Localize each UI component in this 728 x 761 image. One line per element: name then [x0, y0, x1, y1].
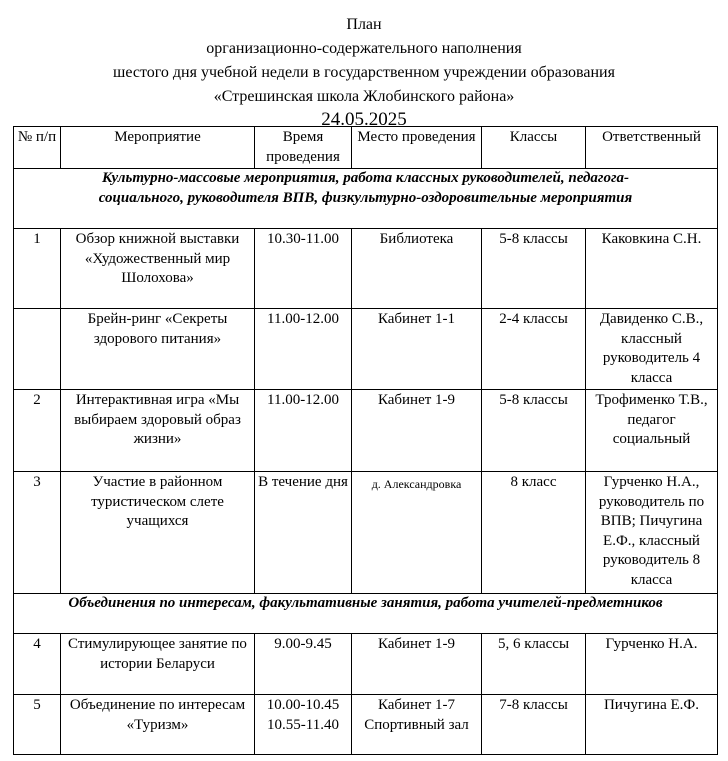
column-header-classes: Классы	[482, 127, 586, 169]
cell-place: Кабинет 1-9	[352, 390, 482, 472]
table-row	[14, 695, 718, 755]
column-header-place: Место проведения	[352, 127, 482, 169]
cell-num: 4	[14, 634, 61, 695]
cell-event: Брейн-ринг «Секреты здорового питания»	[61, 309, 255, 390]
cell-responsible: Давиденко С.В., классный руководитель 4 класса	[586, 309, 718, 390]
cell-event: Интерактивная игра «Мы выбираем здоровый образ жизни»	[61, 390, 255, 472]
section-row	[14, 594, 718, 634]
table-row	[14, 229, 718, 309]
cell-time: 11.00-12.00	[255, 309, 352, 390]
column-header-event: Мероприятие	[61, 127, 255, 169]
column-header-num: № п/п	[14, 127, 61, 169]
column-header-time: Время проведения	[255, 127, 352, 169]
table-header-row	[14, 127, 718, 169]
section-title: Объединения по интересам, факультативные занятия, работа учителей-предметников	[14, 594, 718, 634]
cell-place: Библиотека	[352, 229, 482, 309]
header-subtitle: шестого дня учебной недели в государственном учреждении образования	[113, 64, 615, 81]
header-school-name: «Стрешинская школа Жлобинского района»	[213, 88, 515, 105]
cell-time: 10.00-10.45 10.55-11.40	[255, 695, 352, 755]
header-subtitle: организационно-содержательного наполнения	[206, 40, 522, 57]
cell-event: Объединение по интересам «Туризм»	[61, 695, 255, 755]
cell-place: Кабинет 1-1	[352, 309, 482, 390]
cell-responsible: Трофименко Т.В., педагог социальный	[586, 390, 718, 472]
column-header-responsible: Ответственный	[586, 127, 718, 169]
header-title: План	[346, 16, 382, 33]
cell-event: Участие в районном туристическом слете учащихся	[61, 472, 255, 594]
cell-responsible: Пичугина Е.Ф.	[586, 695, 718, 755]
table-row	[14, 390, 718, 472]
cell-event: Обзор книжной выставки «Художественный мир Шолохова»	[61, 229, 255, 309]
cell-responsible: Каковкина С.Н.	[586, 229, 718, 309]
cell-num: 2	[14, 390, 61, 472]
section-row	[14, 169, 718, 229]
cell-classes: 5-8 классы	[482, 390, 586, 472]
cell-time: 9.00-9.45	[255, 634, 352, 695]
cell-place: д. Александровка	[352, 472, 482, 594]
section-title: Культурно-массовые мероприятия, работа классных руководителей, педагога-социального, руководителя ВПВ, физкультурно-оздоровительные мероприятия	[14, 169, 718, 229]
plan-table	[13, 126, 718, 755]
document-header	[0, 0, 728, 131]
cell-num	[14, 309, 61, 390]
cell-num: 3	[14, 472, 61, 594]
cell-time: 10.30-11.00	[255, 229, 352, 309]
table-row	[14, 472, 718, 594]
cell-num: 1	[14, 229, 61, 309]
cell-place: Кабинет 1-7 Спортивный зал	[352, 695, 482, 755]
table-row	[14, 309, 718, 390]
header-date: 24.05.2025	[321, 109, 407, 130]
cell-time: 11.00-12.00	[255, 390, 352, 472]
cell-classes: 8 класс	[482, 472, 586, 594]
cell-responsible: Гурченко Н.А.	[586, 634, 718, 695]
cell-classes: 7-8 классы	[482, 695, 586, 755]
cell-classes: 5, 6 классы	[482, 634, 586, 695]
cell-classes: 2-4 классы	[482, 309, 586, 390]
cell-time: В течение дня	[255, 472, 352, 594]
cell-place: Кабинет 1-9	[352, 634, 482, 695]
table-row	[14, 634, 718, 695]
cell-num: 5	[14, 695, 61, 755]
cell-responsible: Гурченко Н.А., руководитель по ВПВ; Пичугина Е.Ф., классный руководитель 8 класса	[586, 472, 718, 594]
cell-event: Стимулирующее занятие по истории Беларуси	[61, 634, 255, 695]
cell-classes: 5-8 классы	[482, 229, 586, 309]
